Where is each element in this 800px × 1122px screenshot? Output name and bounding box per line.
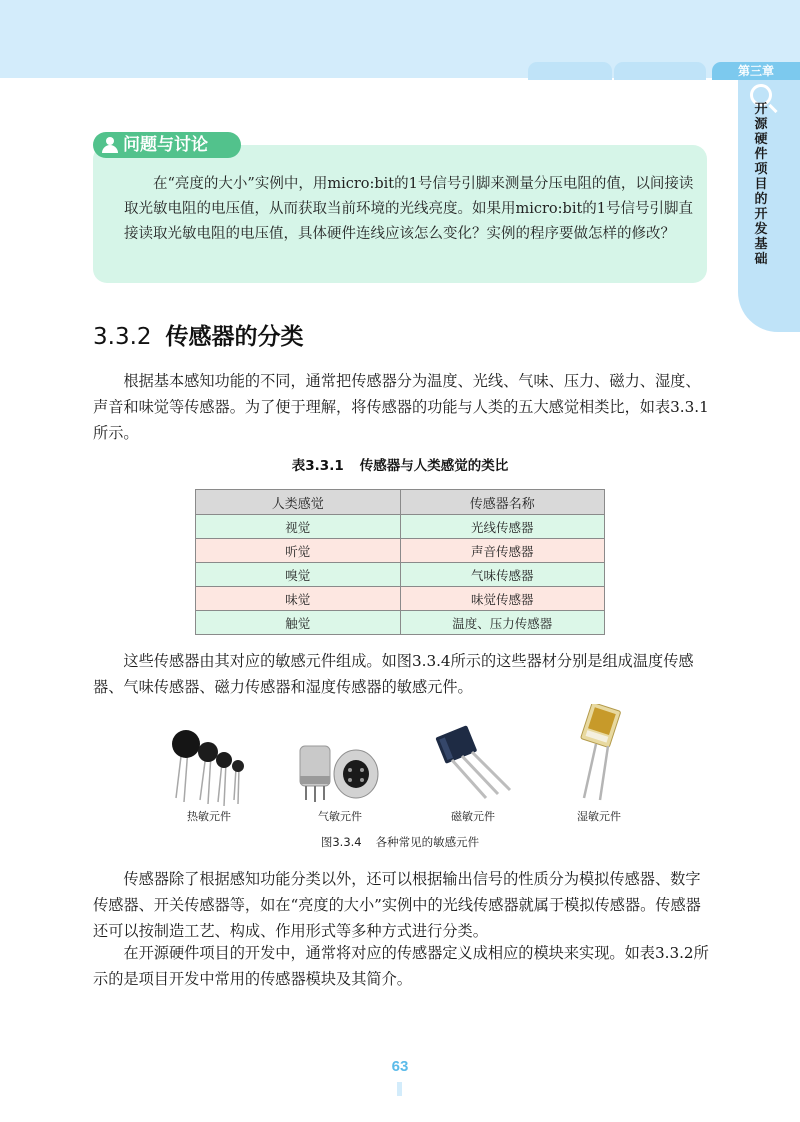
discussion-text: 在“亮度的大小”实例中，用micro:bit的1号信号引脚来测量分压电阻的值，以间接读取光敏电阻的电压值，从而获取当前环境的光线亮度。如果用micro:bit的1号信号引脚直接读取光敏电阻的电压值，具体硬件连线应该怎么变化？实例的程序要做怎样的修改？: [124, 176, 694, 242]
table-cell: 听觉: [196, 539, 401, 563]
page-number: 63: [391, 1058, 409, 1075]
figure-label: 湿敏元件: [577, 810, 621, 823]
table-row: [196, 587, 605, 611]
person-icon: [101, 137, 119, 153]
chapter-tab: 第三章: [712, 62, 800, 80]
humidity-sensor-image: [566, 704, 636, 802]
figure-title: 各种常见的敏感元件: [375, 835, 480, 849]
table-cell: 视觉: [196, 515, 401, 539]
gas-sensor-image: [292, 740, 384, 810]
figure-caption: [0, 834, 800, 850]
table-row: [196, 515, 605, 539]
table-row: [196, 563, 605, 587]
table-cell: 味觉传感器: [400, 587, 605, 611]
figure-label: 磁敏元件: [451, 810, 495, 823]
section-heading: [93, 318, 304, 351]
table-caption: [0, 454, 800, 474]
hall-sensor-image: [428, 724, 518, 804]
paragraph: 这些传感器由其对应的敏感元件组成。如图3.3.4所示的这些器材分别是组成温度传感器、气味传感器、磁力传感器和湿度传感器的敏感元件。: [93, 652, 694, 696]
thermistor-image: [162, 728, 262, 806]
header-tab-decor: [614, 62, 706, 80]
header-tab-decor: [528, 62, 612, 80]
figure-label: 热敏元件: [187, 810, 231, 823]
paragraph: 在开源硬件项目的开发中，通常将对应的传感器定义成相应的模块来实现。如表3.3.2所示的是项目开发中常用的传感器模块及其简介。: [93, 944, 709, 988]
table-cell: 温度、压力传感器: [400, 611, 605, 635]
table-header-cell: 人类感觉: [196, 490, 401, 515]
table-header-row: [196, 490, 605, 515]
table-title: 传感器与人类感觉的类比: [359, 458, 509, 474]
table-cell: 声音传感器: [400, 539, 605, 563]
table-cell: 触觉: [196, 611, 401, 635]
table-cell: 光线传感器: [400, 515, 605, 539]
table-number: 表3.3.1: [291, 458, 344, 474]
table-row: [196, 539, 605, 563]
section-number: 3.3.2: [93, 324, 152, 350]
paragraph: 根据基本感知功能的不同，通常把传感器分为温度、光线、气味、压力、磁力、湿度、声音和味觉等传感器。为了便于理解，将传感器的功能与人类的五大感觉相类比，如表3.3.1所示。: [93, 372, 709, 442]
table-cell: 气味传感器: [400, 563, 605, 587]
table-cell: 味觉: [196, 587, 401, 611]
table-header-cell: 传感器名称: [400, 490, 605, 515]
sensor-components-figure: [0, 700, 800, 830]
sensor-analogy-table: [195, 489, 605, 635]
table-row: [196, 611, 605, 635]
side-chapter-title: 开源硬件项目的开发基础: [754, 102, 768, 267]
figure-number: 图3.3.4: [320, 835, 362, 849]
discussion-badge-label: 问题与讨论: [123, 135, 208, 155]
figure-label: 气敏元件: [318, 810, 362, 823]
page-number-decor: [397, 1082, 402, 1096]
section-title: 传感器的分类: [165, 324, 304, 350]
table-cell: 嗅觉: [196, 563, 401, 587]
paragraph: 传感器除了根据感知功能分类以外，还可以根据输出信号的性质分为模拟传感器、数字传感器、开关传感器等，如在“亮度的大小”实例中的光线传感器就属于模拟传感器。传感器还可以按制造工艺、构成、作用形式等多种方式进行分类。: [93, 870, 701, 940]
discussion-badge: [93, 132, 241, 158]
